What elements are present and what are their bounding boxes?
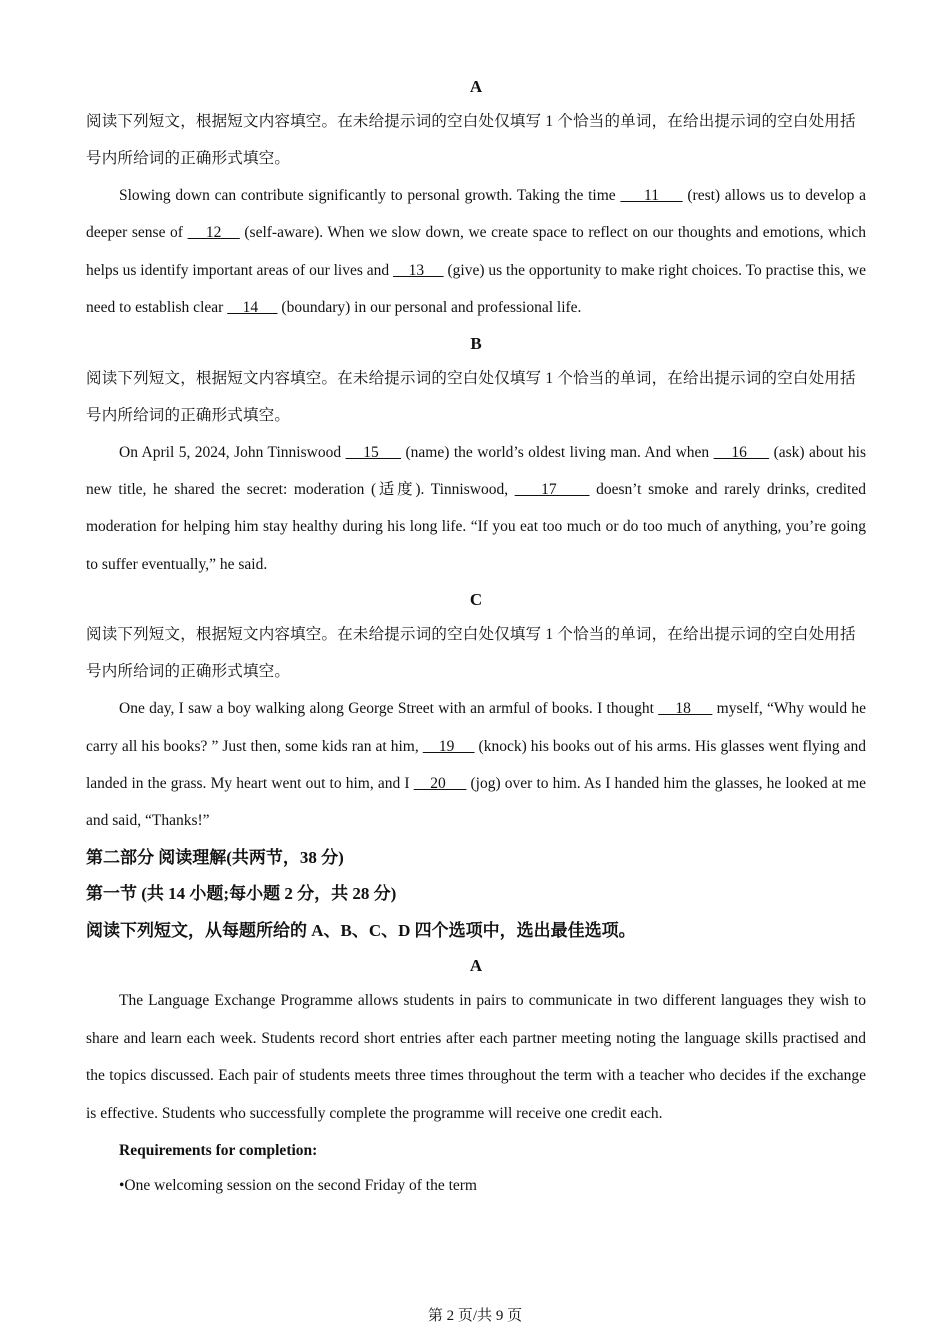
section-b-title: B (470, 333, 482, 353)
passage-text: doesn’t smoke and rarely drinks, credited moderation for helping him stay healthy during his long life. “If you eat too much or do too much of anything, you’re going to suffer eventually,” he said. (86, 481, 866, 573)
blank-14: 14 (227, 299, 278, 317)
page-content (86, 70, 866, 1203)
instruction-a: 阅读下列短文，根据短文内容填空。在未给提示词的空白处仅填写 1 个恰当的单词，在给出提示词的空白处用括号内所给词的正确形式填空。 (86, 113, 856, 167)
passage-text: (self-aware). When we slow down, we create space to reflect on our thoughts and emotions, which helps us identify important areas of our lives and (86, 224, 866, 279)
passage-text: (name) the world’s oldest living man. And when (401, 443, 714, 461)
requirement-item: •One welcoming session on the second Friday of the term (119, 1177, 477, 1194)
section-a-passage (86, 177, 866, 327)
passage-text: Slowing down can contribute significantly to personal growth. Taking the time (119, 187, 616, 204)
part2-heading: 第二部分 阅读理解(共两节，38 分) (86, 847, 344, 867)
blank-11: 11 (620, 187, 683, 204)
blank-17: 17 (514, 481, 590, 499)
instruction-b: 阅读下列短文，根据短文内容填空。在未给提示词的空白处仅填写 1 个恰当的单词，在给出提示词的空白处用括号内所给词的正确形式填空。 (86, 369, 856, 424)
instruction-c: 阅读下列短文，根据短文内容填空。在未给提示词的空白处仅填写 1 个恰当的单词，在给出提示词的空白处用括号内所给词的正确形式填空。 (86, 626, 856, 681)
section-c-passage (86, 690, 866, 840)
passage-text: (rest) allows us to develop a deeper sense of (86, 187, 866, 242)
passage-text: (boundary) in our personal and professional life. (277, 299, 582, 317)
blank-12: 12 (187, 224, 240, 242)
section-c-title: C (469, 590, 483, 610)
passage-text: On April 5, 2024, John Tinniswood (119, 443, 346, 461)
reading-passage: The Language Exchange Programme allows students in pairs to communicate in two different languages they wish to share and learn each week. Students record short entries after each partner meeting noting the language skills practised and the topics discussed. Each pair of students meets three times throughout the term with a teacher who decides if the exchange is effective. Students who successfully complete the programme will receive one credit each. (86, 992, 866, 1122)
passage-text: (ask) about his new title, he shared the secret: moderation (适度). Tinniswood, (86, 443, 866, 499)
blank-19: 19 (422, 737, 475, 755)
passage-text: One day, I saw a boy walking along George Street with an armful of books. I thought (119, 700, 659, 718)
passage-text: myself, “Why would he carry all his books? ” Just then, some kids ran at him, (86, 700, 867, 755)
blank-18: 18 (658, 700, 713, 718)
blank-20: 20 (413, 775, 467, 793)
section-a-title: A (469, 77, 483, 96)
passage-text: (jog) over to him. As I handed him the glasses, he looked at me and said, “Thanks!” (86, 775, 867, 830)
blank-15: 15 (345, 443, 402, 461)
reading-instruction: 阅读下列短文，从每题所给的 A、B、C、D 四个选项中，选出最佳选项。 (86, 920, 636, 940)
blank-16: 16 (713, 443, 770, 461)
passage-text: (knock) his books out of his arms. His glasses went flying and landed in the grass. My heart went out to him, and I (86, 737, 866, 793)
page-number: 第 2 页/共 9 页 (427, 1308, 523, 1324)
section-b-passage (86, 434, 866, 584)
blank-13: 13 (393, 261, 444, 279)
passage-text: (give) us the opportunity to make right choices. To practise this, we need to establish clear (86, 261, 866, 317)
section1-heading: 第一节 (共 14 小题;每小题 2 分，共 28 分) (86, 884, 397, 904)
reading-passage-title: A (469, 956, 483, 976)
requirements-heading: Requirements for completion: (119, 1142, 318, 1159)
